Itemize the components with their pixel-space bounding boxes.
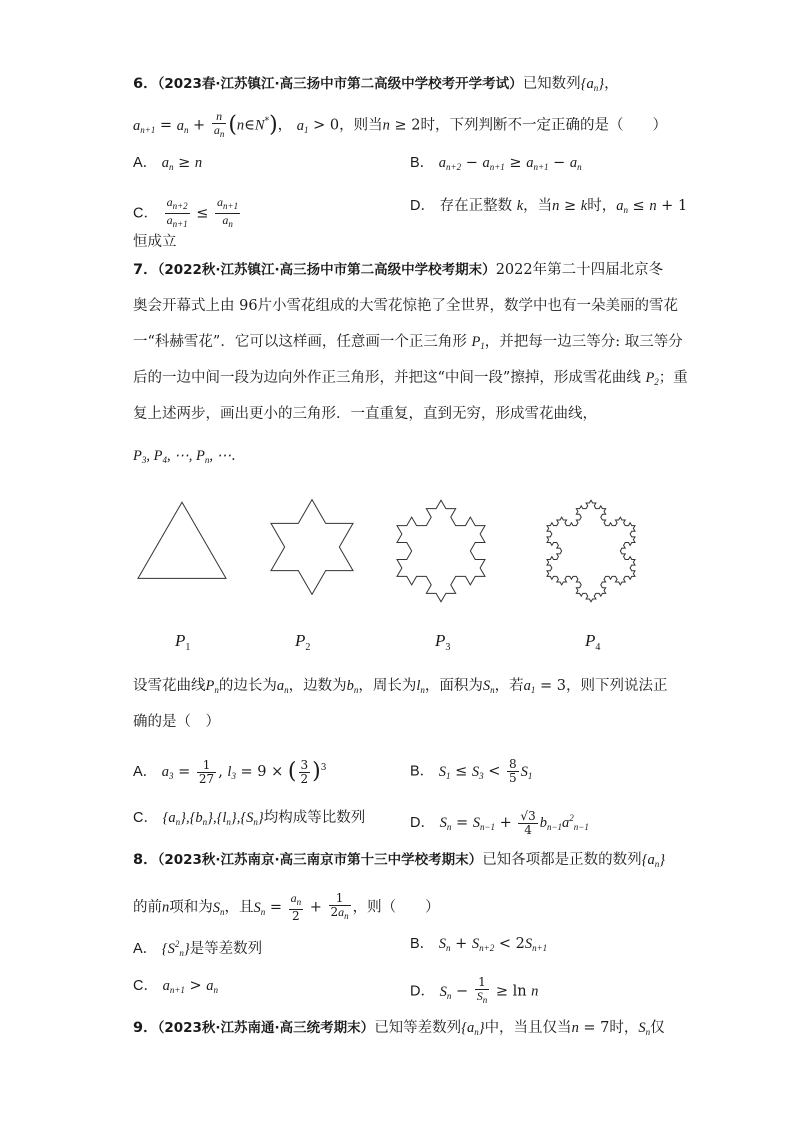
q7-option-d[interactable]: D． $S_n = S_{n-1}$ + $\frac{√3}{4}$ $b_{n-1}a^2_{n-1}$ <box>410 808 589 837</box>
snowflake-p4 <box>547 500 635 602</box>
q9-stem-line1: 9．（2023秋·江苏南通·高三统考期末）已知等差数列$\{a_n\}$中，当且仅当n = 7时，$S_n$仅 <box>133 1020 665 1037</box>
q6-option-d-cont: 恒成立 <box>133 234 177 250</box>
q8-option-c[interactable]: C． $a_{n+1} > a_n$ <box>133 978 219 995</box>
q6-number: 6． <box>133 76 158 92</box>
q7-stem-line1: 7．（2022秋·江苏镇江·高三扬中市第二高级中学校考期末）2022年第二十四届北京冬 <box>133 262 664 278</box>
snowflake-p1 <box>138 502 226 578</box>
label-p2: $P_2$ <box>295 631 311 653</box>
q6-stem-line2: $a_{n+1} = a_n$ + $\frac{n}{a_n}$ (n∈N*)， $a_1 > 0$，则当n ≥ 2时，下列判断不一定正确的是（ ） <box>133 109 667 139</box>
q7-stem-line6: $P_3$, $P_4$, ⋯, $P_n$, ⋯． <box>133 448 246 465</box>
q6-option-b[interactable]: B． $a_{n+2} - a_{n+1} \ge a_{n+1} - a_n$ <box>410 155 582 172</box>
label-p3: $P_3$ <box>435 631 451 653</box>
q7-stem-line5: 复上述两步，画出更小的三角形．一直重复，直到无穷，形成雪花曲线， <box>133 406 597 422</box>
q6-stem-line1: 6．（2023春·江苏镇江·高三扬中市第二高级中学校考开学考试）已知数列$\{a_n\}$， <box>133 76 619 93</box>
q7-number: 7． <box>133 262 158 278</box>
q8-number: 8． <box>133 852 158 868</box>
label-p4: $P_4$ <box>585 631 601 653</box>
q8-stem-line1: 8．（2023秋·江苏南京·高三南京市第十三中学校考期末）已知各项都是正数的数列$\{a_n\}$ <box>133 852 666 869</box>
q7-desc-line1: 设雪花曲线$P_n$的边长为$a_n$，边数为$b_n$，周长为$l_n$，面积为$S_n$，若$a_1 = 3$，则下列说法正 <box>133 678 668 695</box>
snowflake-p2 <box>271 500 353 595</box>
q6-option-a[interactable]: A． $a_n \ge n$ <box>133 155 203 172</box>
q7-stem-line4: 后的一边中间一段为边向外作正三角形，并把这“中间一段”擦掉，形成雪花曲线 $P_2$；重 <box>133 370 688 387</box>
q7-option-b[interactable]: B． $S_1 \le S_3$ < $\frac{8}{5}$ $S_1$ <box>410 757 533 785</box>
q9-number: 9． <box>133 1020 158 1036</box>
q7-stem-line2: 奥会开幕式上由 96片小雪花组成的大雪花惊艳了全世界，数学中也有一朵美丽的雪花 <box>133 298 679 314</box>
q6-source: （2023春·江苏镇江·高三扬中市第二高级中学校考开学考试） <box>157 76 523 92</box>
q7-option-c[interactable]: C． $\{a_n\},\{b_n\},\{l_n\},\{S_n\}$均构成等比数列 <box>133 810 366 827</box>
q6-option-c[interactable]: C． $\frac{a_{n+2}}{a_{n+1}}$ ≤ $\frac{a_{n+1}}{a_n}$ <box>133 195 239 229</box>
q8-option-a[interactable]: A． $\{S^2_n\}$是等差数列 <box>133 939 263 958</box>
q7-option-a[interactable]: A． $a_3$ = $\frac{1}{27}$ , $l_3 = 9$ × ( $\frac{3}{2}$ )$^3$ <box>133 757 327 786</box>
q7-source: （2022秋·江苏镇江·高三扬中市第二高级中学校考期末） <box>157 262 496 278</box>
q8-stem-line2: 的前n项和为$S_n$，且$S_n$ = $\frac{a_n}{2}$ + $\frac{1}{2a_n}$ ，则（ ） <box>133 891 440 923</box>
q8-source: （2023秋·江苏南京·高三南京市第十三中学校考期末） <box>157 852 483 868</box>
q6-option-d[interactable]: D． 存在正整数 k，当n ≥ k时，$a_n \le n + 1$ <box>410 198 688 215</box>
q8-option-d[interactable]: D． $S_n$ − $\frac{1}{S_n}$ ≥ ln n <box>410 975 539 1005</box>
label-p1: $P_1$ <box>175 631 191 653</box>
q8-option-b[interactable]: B． $S_n + S_{n+2} < 2S_{n+1}$ <box>410 936 548 953</box>
q6-stem-a: 已知数列 <box>522 76 581 92</box>
q7-stem-line3: 一“科赫雪花”．它可以这样画，任意画一个正三角形 $P_1$，并把每一边三等分: 取三等分 <box>133 334 683 351</box>
q9-source: （2023秋·江苏南通·高三统考期末） <box>157 1020 375 1036</box>
koch-snowflake-figure <box>0 478 794 658</box>
snowflake-p3 <box>397 500 485 602</box>
q7-desc-line2: 确的是（ ） <box>133 714 220 730</box>
